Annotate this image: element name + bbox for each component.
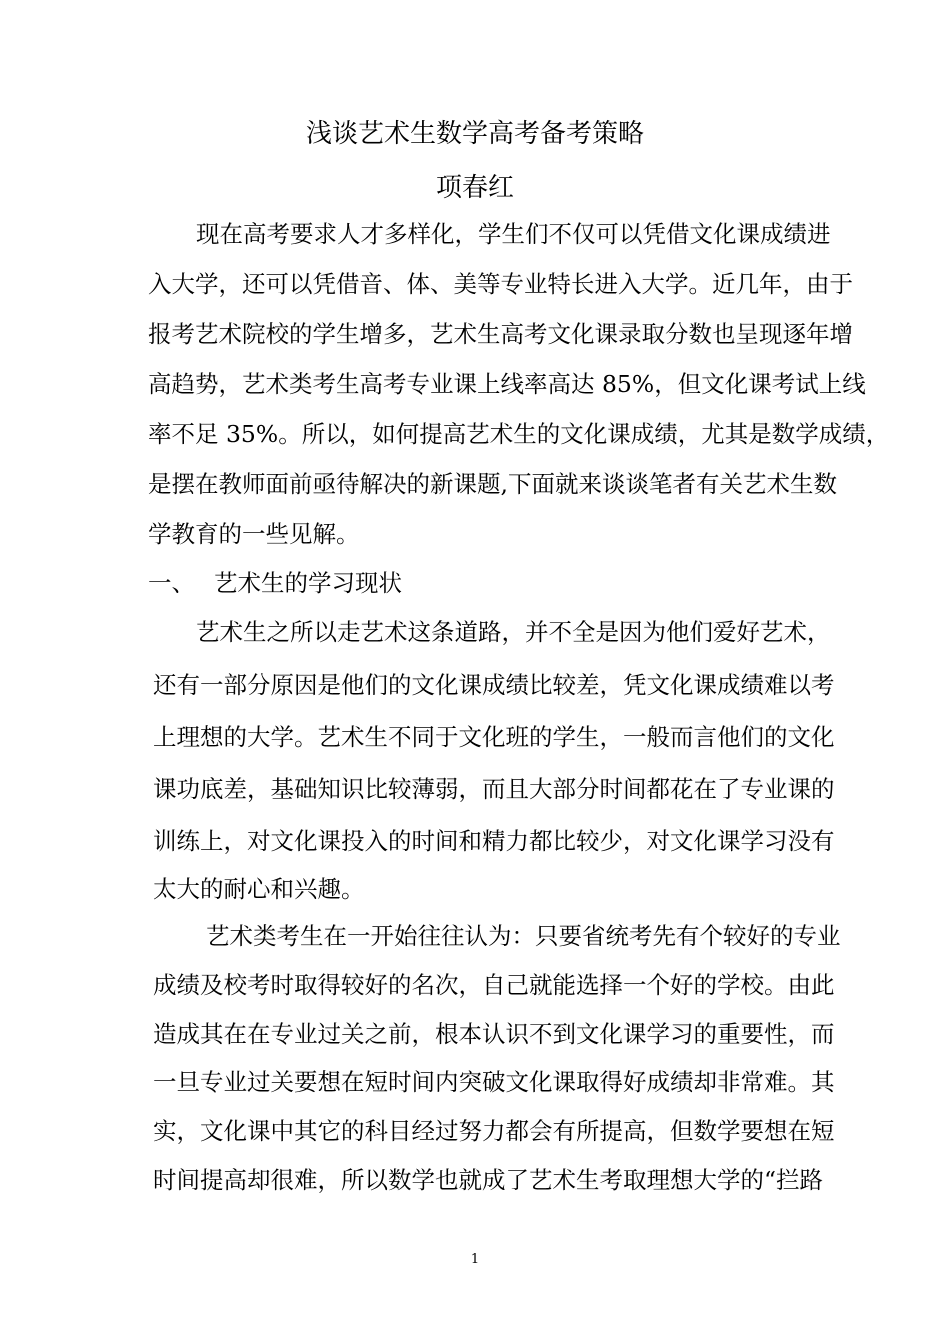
paragraph-line: 成绩及校考时取得较好的名次，自己就能选择一个好的学校。由此 [153, 971, 835, 999]
paragraph-line: 实，文化课中其它的科目经过努力都会有所提高，但数学要想在短 [153, 1117, 835, 1145]
paragraph-line: 率不足 35%。所以，如何提高艺术生的文化课成绩，尤其是数学成绩， [148, 420, 890, 448]
page-number: 1 [470, 1252, 480, 1267]
paragraph-line: 课功底差，基础知识比较薄弱，而且大部分时间都花在了专业课的 [153, 775, 835, 803]
paragraph-line: 上理想的大学。艺术生不同于文化班的学生，一般而言他们的文化 [153, 723, 835, 751]
paragraph-line: 学教育的一些见解。 [148, 520, 360, 548]
paragraph-line: 高趋势，艺术类考生高考专业课上线率高达 85%，但文化课考试上线 [148, 370, 866, 398]
paragraph-line: 还有一部分原因是他们的文化课成绩比较差，凭文化课成绩难以考 [153, 671, 835, 699]
section-number: 一、 [148, 569, 195, 597]
paragraph-line: 报考艺术院校的学生增多，艺术生高考文化课录取分数也呈现逐年增 [148, 320, 853, 348]
paragraph-line: 太大的耐心和兴趣。 [153, 875, 365, 903]
paragraph-line: 艺术生之所以走艺术这条道路，并不全是因为他们爱好艺术， [196, 618, 831, 646]
document-title: 浅谈艺术生数学高考备考策略 [305, 119, 644, 149]
paragraph-line: 时间提高却很难，所以数学也就成了艺术生考取理想大学的“拦路 [153, 1166, 824, 1194]
author-name: 项春红 [435, 173, 514, 203]
paragraph-line: 入大学，还可以凭借音、体、美等专业特长进入大学。近几年，由于 [148, 270, 853, 298]
section-title: 艺术生的学习现状 [214, 569, 402, 597]
paragraph-line: 造成其在在专业过关之前，根本认识不到文化课学习的重要性，而 [153, 1020, 835, 1048]
paragraph-line: 艺术类考生在一开始往往认为：只要省统考先有个较好的专业 [206, 922, 841, 950]
paragraph-line: 训练上，对文化课投入的时间和精力都比较少，对文化课学习没有 [153, 827, 835, 855]
paragraph-line: 是摆在教师面前亟待解决的新课题,下面就来谈谈笔者有关艺术生数 [148, 470, 837, 498]
paragraph-line: 现在高考要求人才多样化，学生们不仅可以凭借文化课成绩进 [196, 220, 831, 248]
paragraph-line: 一旦专业过关要想在短时间内突破文化课取得好成绩却非常难。其 [153, 1068, 835, 1096]
section-heading [148, 563, 402, 603]
